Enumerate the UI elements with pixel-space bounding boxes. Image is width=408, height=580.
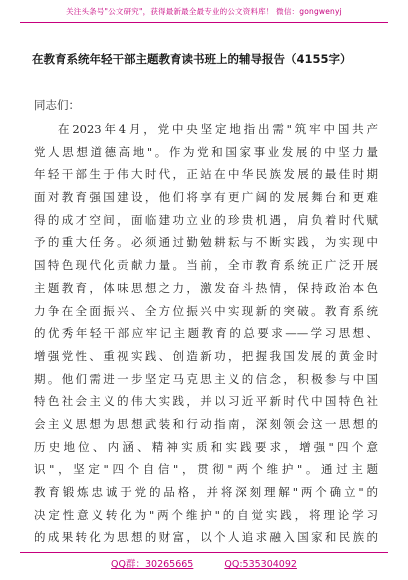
body-line: 予的重大任务。必须通过勤勉耕耘与不断实践，为实现中: [34, 235, 378, 250]
document-title: 在教育系统年轻干部主题教育读书班上的辅导报告（4155字）: [32, 52, 352, 66]
body-line: 特色社会主义的伟大实践，并以习近平新时代中国特色社: [34, 394, 378, 409]
document-body: [34, 118, 378, 549]
body-line: 在2023年4月，党中央坚定地指出需"筑牢中国共产: [58, 122, 378, 136]
body-line: 教育锻炼忠诚于党的品格，并将深刻理解"两个确立"的: [34, 485, 378, 499]
body-line: 的成果转化为思想的财富，以个人追求融入国家和民族的: [34, 530, 378, 545]
body-line: 决定性意义转化为"两个维护"的自觉实践，将理论学习: [34, 507, 378, 522]
header-banner: 关注头条号"公文研究"，获得最新最全最专业的公文资料库！ 微信：gongwenyj: [66, 7, 342, 16]
body-line: 面对教育强国建设，他们将享有更广阔的发展舞台和更难: [34, 190, 378, 205]
body-line: 力争在全面振兴、全方位振兴中实现新的突破。教育系统: [34, 303, 378, 318]
footer-qq: QQ:535304092: [224, 559, 297, 570]
body-line: 年轻干部生于伟大时代，正站在中华民族发展的最佳时期: [34, 167, 378, 182]
body-line: 历史地位、内涵、精神实质和实践要求，增强"四个意: [34, 439, 378, 454]
body-line: 得的成才空间，面临建功立业的珍贵机遇，肩负着时代赋: [34, 212, 378, 227]
body-line: 识"，坚定"四个自信"，贯彻"两个维护"。通过主题: [34, 462, 378, 477]
footer: [0, 556, 408, 570]
footer-divider: [20, 552, 388, 553]
header-divider: [20, 22, 388, 23]
body-line: 国特色现代化贡献力量。当前，全市教育系统正广泛开展: [34, 258, 378, 273]
body-line: 期。他们需进一步坚定马克思主义的信念，积极参与中国: [34, 371, 378, 386]
greeting: 同志们：: [34, 98, 80, 112]
body-line: 党人思想道德高地"。作为党和国家事业发展的中坚力量: [34, 144, 378, 159]
body-line: 主题教育，体味思想之力，激发奋斗热情，保持政治本色: [34, 280, 378, 295]
body-line: 增强党性、重视实践、创造新功，把握我国发展的黄金时: [34, 348, 378, 363]
body-line: 的优秀年轻干部应牢记主题教育的总要求——学习思想、: [34, 326, 378, 341]
footer-qq-group: QQ群：30265665: [111, 559, 194, 570]
body-line: 会主义思想为思想武装和行动指南，深刻领会这一思想的: [34, 416, 378, 431]
